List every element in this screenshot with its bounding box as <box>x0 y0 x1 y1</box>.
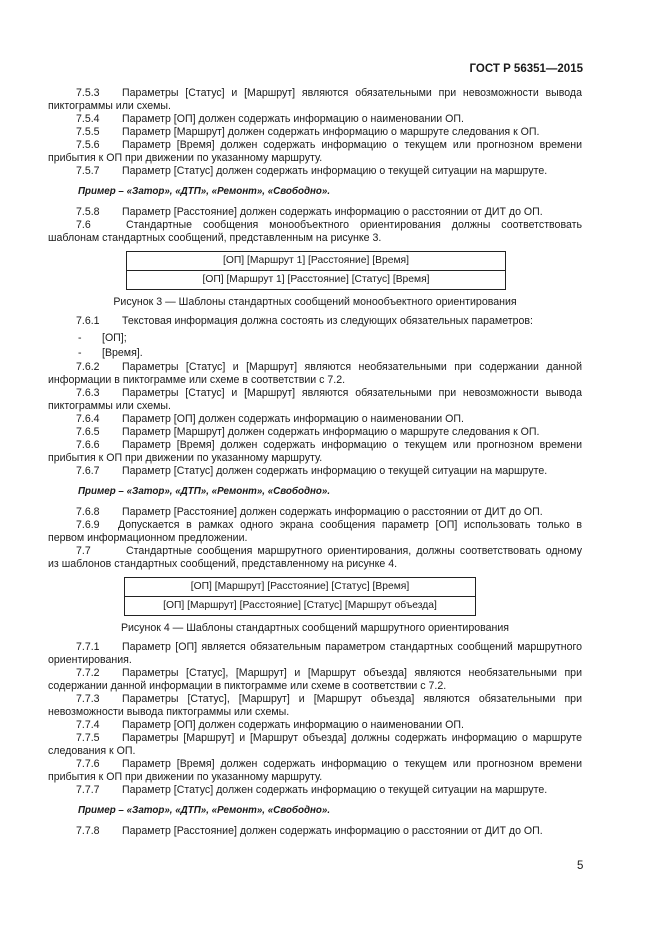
template-row: [ОП] [Маршрут 1] [Расстояние] [Статус] [Время] <box>127 271 506 290</box>
clause-7-7-4: 7.7.4 Параметр [ОП] должен содержать информацию о наименовании ОП. <box>76 719 464 731</box>
clause-7-5-4: 7.5.4 Параметр [ОП] должен содержать информацию о наименовании ОП. <box>76 113 464 125</box>
clause-7-6-2: 7.6.2 Параметры [Статус] и [Маршрут] являются необязательными при содержании данной информации в пиктограмме или схеме в соответствии с 7.2. <box>48 361 582 386</box>
figure-3-templates <box>126 251 506 290</box>
template-row: [ОП] [Маршрут 1] [Расстояние] [Время] <box>127 252 506 271</box>
clause-7-7-1: 7.7.1 Параметр [ОП] является обязательным параметром стандартных сообщений маршрутного ориентирования. <box>48 641 582 666</box>
clause-7-6-5: 7.6.5 Параметр [Маршрут] должен содержать информацию о маршруте следования к ОП. <box>76 426 540 438</box>
clause-7-7-7: 7.7.7 Параметр [Статус] должен содержать информацию о текущей ситуации на маршруте. <box>76 784 548 796</box>
clause-7-5-7: 7.5.7 Параметр [Статус] должен содержать информацию о текущей ситуации на маршруте. <box>76 165 548 177</box>
clause-7-5-3: 7.5.3 Параметры [Статус] и [Маршрут] являются обязательными при невозможности вывода пиктограммы или схемы. <box>48 87 582 112</box>
list-item: - [Время]. <box>78 347 143 359</box>
clause-7-7-5: 7.7.5 Параметры [Маршрут] и [Маршрут объезда] должны содержать информацию о маршруте следования к ОП. <box>48 732 582 757</box>
clause-7-7-8: 7.7.8 Параметр [Расстояние] должен содержать информацию о расстоянии от ДИТ до ОП. <box>76 825 543 837</box>
figure-4-templates <box>124 577 476 616</box>
clause-7-7: 7.7 Стандартные сообщения маршрутного ориентирования, должны соответствовать одному из шаблонов стандартных сообщений, представленному на рисунке 4. <box>48 545 582 570</box>
example-note: Пример – «Затор», «ДТП», «Ремонт», «Свободно». <box>78 805 331 816</box>
clause-7-7-3: 7.7.3 Параметры [Статус], [Маршрут] и [Маршрут объезда] являются обязательными при невозможности вывода пиктограммы или схемы. <box>48 693 582 718</box>
clause-7-6-3: 7.6.3 Параметры [Статус] и [Маршрут] являются обязательными при невозможности вывода пиктограммы или схемы. <box>48 387 582 412</box>
template-row: [ОП] [Маршрут] [Расстояние] [Статус] [Время] <box>125 578 476 597</box>
document-body <box>48 87 582 838</box>
clause-7-5-8: 7.5.8 Параметр [Расстояние] должен содержать информацию о расстоянии от ДИТ до ОП. <box>76 206 543 218</box>
clause-7-5-5: 7.5.5 Параметр [Маршрут] должен содержать информацию о маршруте следования к ОП. <box>76 126 540 138</box>
document-header: ГОСТ Р 56351—2015 <box>469 63 583 75</box>
clause-7-6-7: 7.6.7 Параметр [Статус] должен содержать информацию о текущей ситуации на маршруте. <box>76 465 548 477</box>
template-row: [ОП] [Маршрут] [Расстояние] [Статус] [Маршрут объезда] <box>125 597 476 616</box>
page-number: 5 <box>577 860 584 872</box>
clause-7-7-2: 7.7.2 Параметры [Статус], [Маршрут] и [Маршрут объезда] являются необязательными при содержании данной информации в пиктограмме или схеме в соответствии с 7.2. <box>48 667 582 692</box>
figure-3-caption: Рисунок 3 — Шаблоны стандартных сообщений монообъектного ориентирования <box>113 296 517 308</box>
list-item: - [ОП]; <box>78 332 127 344</box>
clause-7-6-1: 7.6.1 Текстовая информация должна состоять из следующих обязательных параметров: <box>76 315 533 327</box>
figure-4-caption: Рисунок 4 — Шаблоны стандартных сообщений маршрутного ориентирования <box>120 622 510 634</box>
example-note: Пример – «Затор», «ДТП», «Ремонт», «Свободно». <box>78 486 331 497</box>
example-note: Пример – «Затор», «ДТП», «Ремонт», «Свободно». <box>78 186 331 197</box>
clause-7-6: 7.6 Стандартные сообщения монообъектного ориентирования должны соответствовать шаблонам стандартных сообщений, представленным на рисунке 3. <box>48 219 582 244</box>
clause-7-6-8: 7.6.8 Параметр [Расстояние] должен содержать информацию о расстоянии от ДИТ до ОП. <box>76 506 543 518</box>
clause-7-7-6: 7.7.6 Параметр [Время] должен содержать информацию о текущем или прогнозном времени прибытия к ОП при движении по указанному маршруту. <box>48 758 582 783</box>
clause-7-6-4: 7.6.4 Параметр [ОП] должен содержать информацию о наименовании ОП. <box>76 413 464 425</box>
clause-7-6-6: 7.6.6 Параметр [Время] должен содержать информацию о текущем или прогнозном времени прибытия к ОП при движении по указанному маршруту. <box>48 439 582 464</box>
clause-7-5-6: 7.5.6 Параметр [Время] должен содержать информацию о текущем или прогнозном времени прибытия к ОП при движении по указанному маршруту. <box>48 139 582 164</box>
clause-7-6-9: 7.6.9 Допускается в рамках одного экрана сообщения параметр [ОП] использовать только в первом информационном предложении. <box>48 519 582 544</box>
